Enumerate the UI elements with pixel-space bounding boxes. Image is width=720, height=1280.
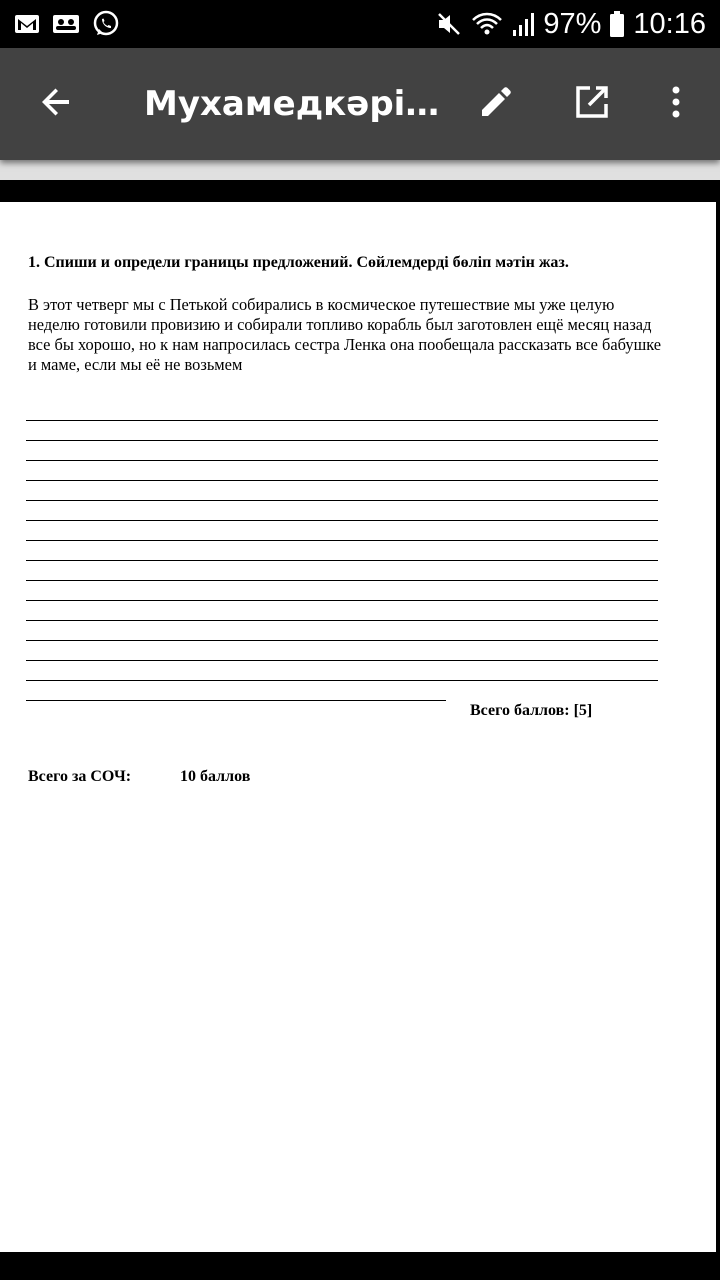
more-options-button[interactable] (648, 76, 704, 132)
writing-line (26, 621, 658, 641)
contacts-card-icon (52, 13, 80, 35)
whatsapp-icon (92, 10, 120, 38)
writing-line (26, 481, 658, 501)
writing-line (26, 541, 658, 561)
total-label: Всего за СОЧ: (28, 768, 132, 785)
document-page[interactable] (0, 202, 716, 1252)
writing-line (26, 561, 658, 581)
gmail-icon (14, 13, 40, 35)
writing-line (26, 441, 658, 461)
open-external-icon (572, 82, 612, 127)
back-arrow-icon (36, 82, 76, 127)
edit-pencil-icon (476, 82, 516, 127)
document-title: Мухамедкәрі… (144, 84, 440, 124)
bottom-bar (0, 1252, 720, 1280)
writing-line (26, 681, 446, 701)
battery-icon (609, 10, 625, 38)
task-title: 1. Спиши и определи границы предложений. Сөйлемдерді бөліп мәтін жаз. (28, 254, 569, 271)
total-value: 10 баллов (180, 768, 251, 785)
writing-lines (26, 401, 658, 701)
open-external-button[interactable] (564, 76, 620, 132)
writing-line (26, 641, 658, 661)
writing-line (26, 421, 658, 441)
battery-percent: 97% (543, 8, 602, 40)
page-gap (0, 160, 720, 180)
writing-line (26, 581, 658, 601)
writing-line (26, 461, 658, 481)
score-label: Всего баллов: [5] (470, 702, 593, 719)
writing-line (26, 501, 658, 521)
writing-line (26, 521, 658, 541)
wifi-icon (471, 10, 503, 38)
more-vert-icon (668, 82, 684, 127)
writing-line (26, 401, 658, 421)
back-button[interactable] (28, 76, 84, 132)
writing-line (26, 661, 658, 681)
clock: 10:16 (633, 8, 706, 40)
edit-button[interactable] (468, 76, 524, 132)
writing-line (26, 601, 658, 621)
page-top-edge (0, 180, 716, 202)
task-text: В этот четверг мы с Петькой собирались в космическое путешествие мы уже целую неделю готовили провизию и собирали топливо корабль был заготовлен ещё месяц назад все бы хорошо, но к нам напросилась сестра Ленка она пообещала рассказать все бабушке и маме, если мы её не возьмем (28, 295, 662, 374)
signal-icon (511, 10, 535, 38)
status-bar (0, 0, 720, 48)
app-bar (0, 48, 720, 160)
mute-icon (435, 10, 463, 38)
